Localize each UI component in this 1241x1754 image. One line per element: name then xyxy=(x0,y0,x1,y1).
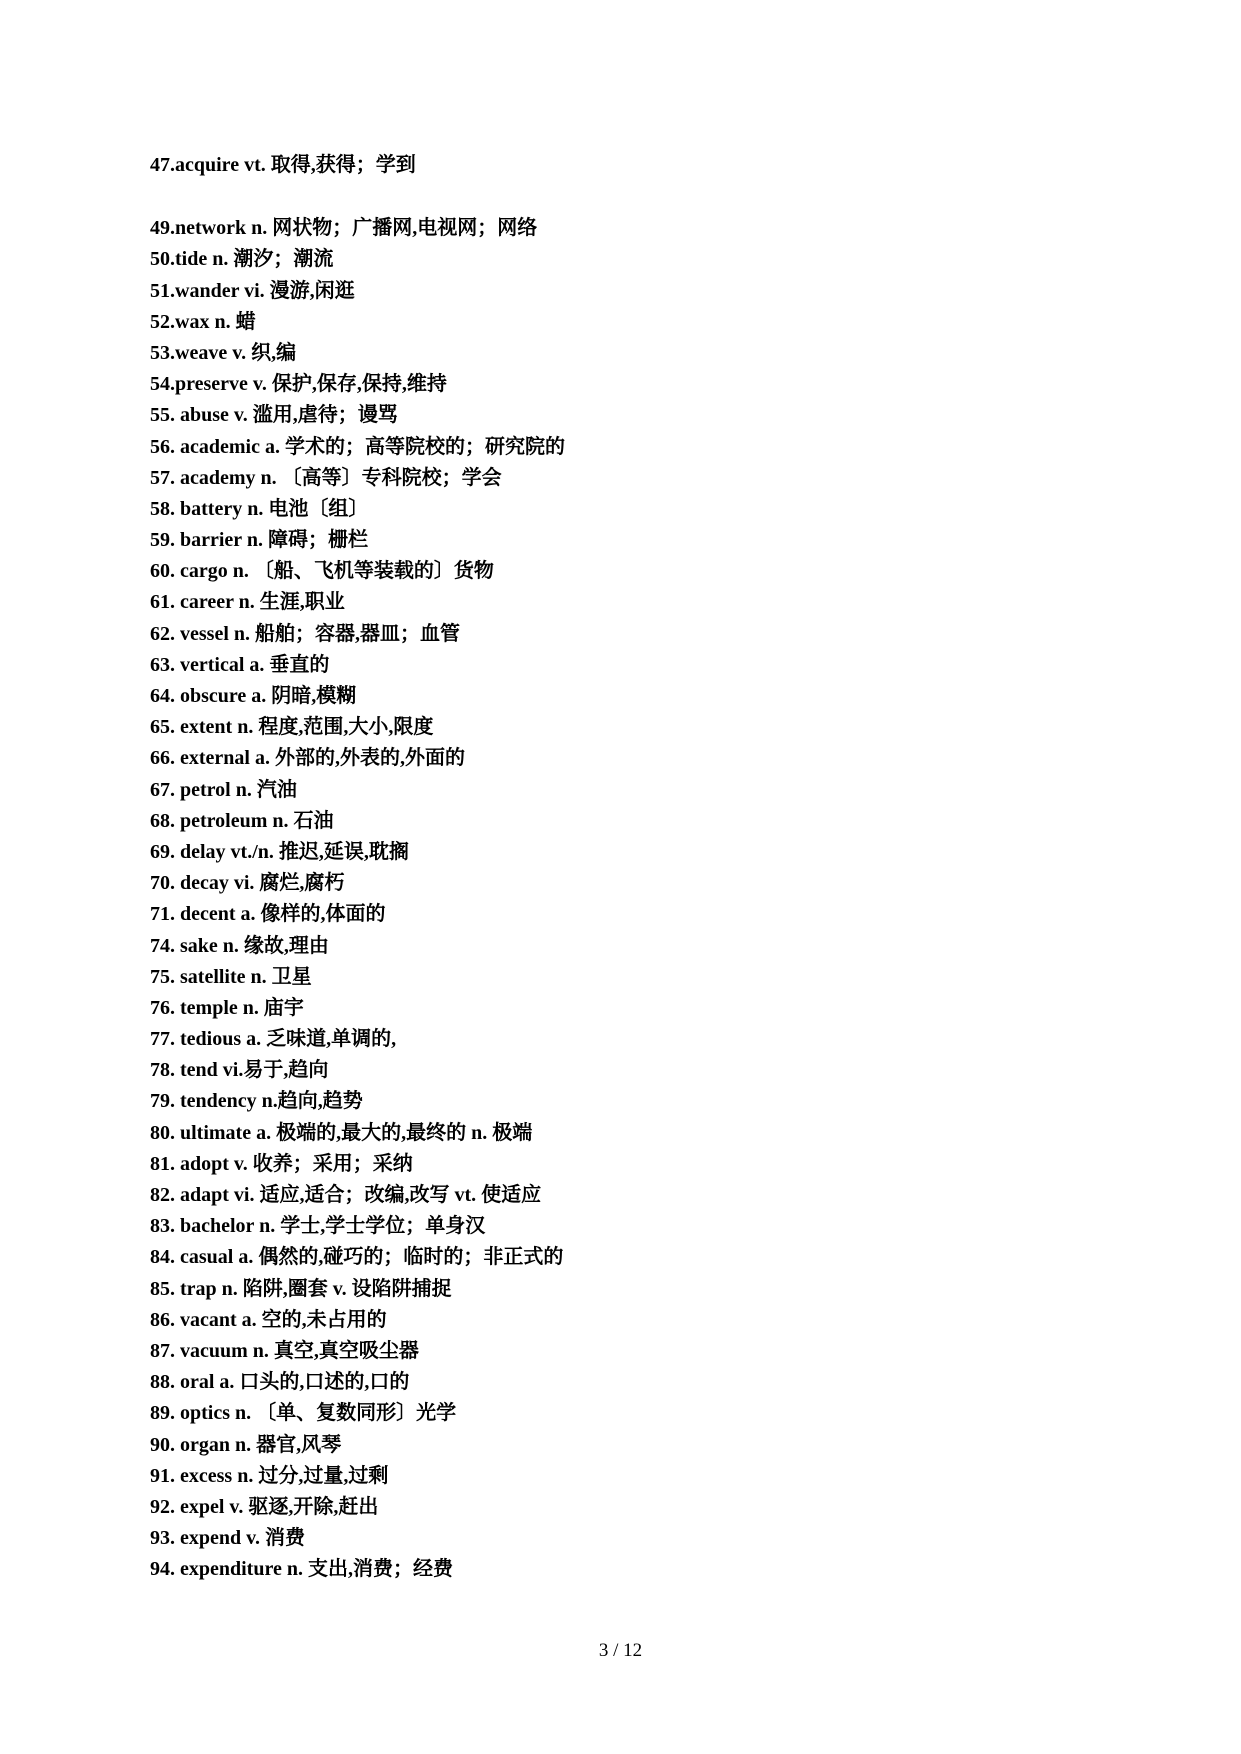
vocabulary-entry: 78. tend vi.易于,趋向 xyxy=(150,1059,329,1082)
vocabulary-entry: 54.preserve v. 保护,保存,保持,维持 xyxy=(150,373,447,396)
vocabulary-entry: 55. abuse v. 滥用,虐待；谩骂 xyxy=(150,404,398,427)
vocabulary-entry: 50.tide n. 潮汐；潮流 xyxy=(150,248,334,271)
vocabulary-entry: 47.acquire vt. 取得,获得；学到 xyxy=(150,154,416,176)
vocabulary-entry: 89. optics n. 〔单、复数同形〕光学 xyxy=(150,1402,457,1425)
vocabulary-entry: 66. external a. 外部的,外表的,外面的 xyxy=(150,747,465,770)
vocabulary-entry: 87. vacuum n. 真空,真空吸尘器 xyxy=(150,1339,419,1362)
vocabulary-entry: 75. satellite n. 卫星 xyxy=(150,965,312,988)
vocabulary-entry: 92. expel v. 驱逐,开除,赶出 xyxy=(150,1495,379,1518)
vocabulary-entry: 79. tendency n.趋向,趋势 xyxy=(150,1090,363,1113)
vocabulary-entry: 85. trap n. 陷阱,圈套 v. 设陷阱捕捉 xyxy=(150,1277,452,1300)
vocabulary-entry: 71. decent a. 像样的,体面的 xyxy=(150,903,386,926)
vocabulary-entry: 53.weave v. 织,编 xyxy=(150,341,297,364)
vocabulary-entry: 81. adopt v. 收养；采用；采纳 xyxy=(150,1152,413,1175)
vocabulary-entry: 86. vacant a. 空的,未占用的 xyxy=(150,1308,387,1331)
vocabulary-entry: 61. career n. 生涯,职业 xyxy=(150,591,345,614)
blank-line xyxy=(150,181,1150,213)
vocabulary-entry: 93. expend v. 消费 xyxy=(150,1527,306,1550)
vocabulary-entry: 63. vertical a. 垂直的 xyxy=(150,653,330,676)
vocabulary-entry: 56. academic a. 学术的；高等院校的；研究院的 xyxy=(150,435,565,458)
vocabulary-entry: 69. delay vt./n. 推迟,延误,耽搁 xyxy=(150,840,409,863)
vocabulary-entry: 67. petrol n. 汽油 xyxy=(150,778,297,801)
page-number: 3 / 12 xyxy=(598,1640,643,1661)
vocabulary-entry: 74. sake n. 缘故,理由 xyxy=(150,934,329,957)
vocabulary-entry: 90. organ n. 器官,风琴 xyxy=(150,1433,342,1456)
vocabulary-entry: 49.network n. 网状物；广播网,电视网；网络 xyxy=(150,217,538,240)
vocabulary-entry: 62. vessel n. 船舶；容器,器皿；血管 xyxy=(150,622,460,645)
vocabulary-entry: 82. adapt vi. 适应,适合；改编,改写 vt. 使适应 xyxy=(150,1184,542,1206)
vocabulary-entry: 59. barrier n. 障碍；栅栏 xyxy=(150,529,368,552)
vocabulary-entry: 80. ultimate a. 极端的,最大的,最终的 n. 极端 xyxy=(150,1121,533,1144)
vocabulary-entry: 58. battery n. 电池〔组〕 xyxy=(150,497,369,520)
vocabulary-entry: 91. excess n. 过分,过量,过剩 xyxy=(150,1464,389,1487)
vocabulary-entry: 84. casual a. 偶然的,碰巧的；临时的；非正式的 xyxy=(150,1246,564,1269)
vocabulary-entry: 88. oral a. 口头的,口述的,口的 xyxy=(150,1371,410,1394)
vocabulary-list xyxy=(150,150,1150,1585)
vocabulary-entry: 57. academy n. 〔高等〕专科院校；学会 xyxy=(150,466,502,489)
vocabulary-entry: 68. petroleum n. 石油 xyxy=(150,809,334,832)
vocabulary-entry: 83. bachelor n. 学士,学士学位；单身汉 xyxy=(150,1215,486,1238)
vocabulary-entry: 51.wander vi. 漫游,闲逛 xyxy=(150,279,355,302)
vocabulary-entry: 52.wax n. 蜡 xyxy=(150,310,256,333)
vocabulary-entry: 70. decay vi. 腐烂,腐朽 xyxy=(150,872,345,895)
vocabulary-entry: 77. tedious a. 乏味道,单调的, xyxy=(150,1028,397,1051)
vocabulary-entry: 76. temple n. 庙宇 xyxy=(150,996,304,1019)
vocabulary-entry: 64. obscure a. 阴暗,模糊 xyxy=(150,685,357,707)
vocabulary-entry: 60. cargo n. 〔船、飞机等装载的〕货物 xyxy=(150,560,494,583)
vocabulary-entry: 65. extent n. 程度,范围,大小,限度 xyxy=(150,716,434,739)
vocabulary-entry: 94. expenditure n. 支出,消费；经费 xyxy=(150,1558,453,1581)
